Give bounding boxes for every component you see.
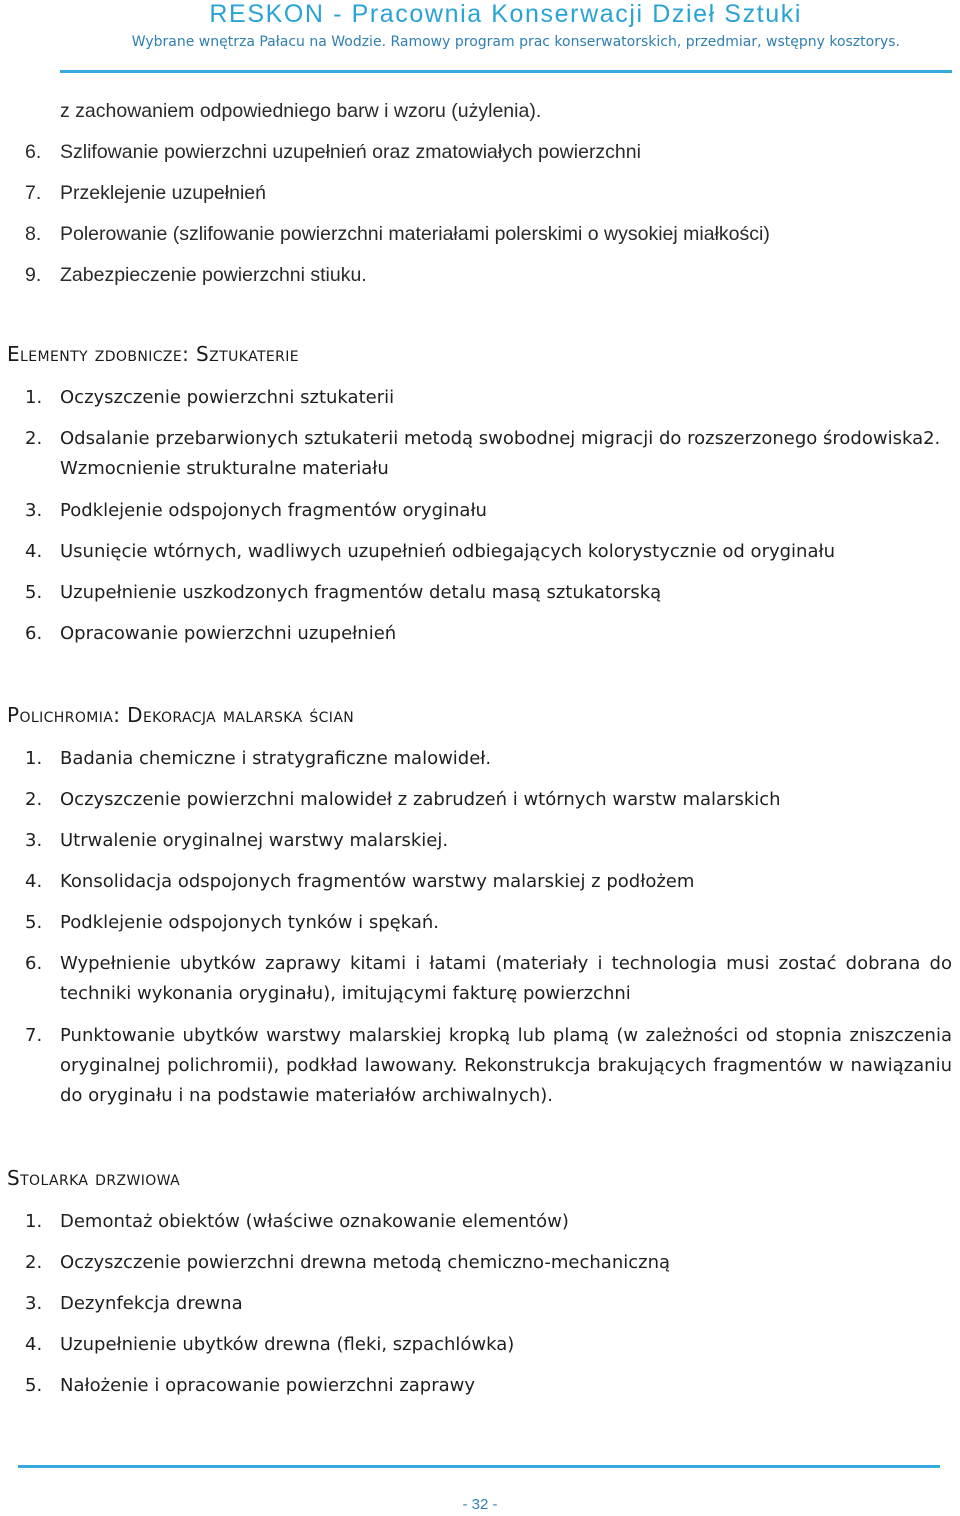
list-item — [0, 219, 960, 260]
list-item — [0, 383, 960, 424]
header-title: RESKON - Pracownia Konserwacji Dzieł Sztuki — [209, 0, 802, 28]
list-item-number: 5. — [25, 912, 43, 933]
list-item-text: Podklejenie odspojonych tynków i spękań. — [60, 912, 440, 933]
section-title-polichromia: Polichromia: Dekoracja malarska ścian — [7, 703, 355, 727]
list-item — [0, 867, 960, 908]
header-subtitle: Wybrane wnętrza Pałacu na Wodzie. Ramowy program prac konserwatorskich, przedmiar, wstępny kosztorys. — [131, 34, 900, 50]
list-item — [0, 424, 960, 496]
list-item — [0, 785, 960, 826]
list-item-text: Nałożenie i opracowanie powierzchni zaprawy — [60, 1375, 476, 1396]
list-item — [0, 96, 960, 137]
list-item-number: 6. — [25, 623, 43, 644]
list-item-number: 9. — [25, 264, 42, 286]
list-item — [0, 178, 960, 219]
list-item — [0, 908, 960, 949]
section-list-stolarka — [0, 1207, 960, 1412]
list-item — [0, 619, 960, 660]
list-item-number: 6. — [25, 953, 43, 974]
list-item-number: 4. — [25, 541, 43, 562]
list-item-text: Przeklejenie uzupełnień — [60, 182, 266, 204]
list-item-text: Odsalanie przebarwionych sztukaterii metodą swobodnej migracji do rozszerzonego środowiska2. Wzmocnienie strukturalne materiału — [60, 428, 941, 479]
list-item — [0, 1371, 960, 1412]
section-list-polichromia — [0, 744, 960, 1124]
header-divider — [60, 70, 952, 73]
list-item-text: Wypełnienie ubytków zaprawy kitami i łatami (materiały i technologia musi zostać dobrana do techniki wykonania oryginału), imitującymi fakturę powierzchni — [60, 953, 952, 1004]
list-item-text: Oczyszczenie powierzchni malowideł z zabrudzeń i wtórnych warstw malarskich — [60, 789, 781, 810]
list-item-number: 3. — [25, 830, 43, 851]
list-item — [0, 137, 960, 178]
list-item — [0, 496, 960, 537]
list-item-number: 7. — [25, 1025, 43, 1046]
list-item-text: Uzupełnienie ubytków drewna (fleki, szpachlówka) — [60, 1334, 515, 1355]
list-item — [0, 1289, 960, 1330]
list-item-number: 2. — [25, 1252, 43, 1273]
list-item-text: Uzupełnienie uszkodzonych fragmentów detalu masą sztukatorską — [60, 582, 662, 603]
list-item-number: 3. — [25, 1293, 43, 1314]
list-item — [0, 949, 960, 1021]
list-item-text: Szlifowanie powierzchni uzupełnień oraz zmatowiałych powierzchni — [60, 141, 641, 163]
list-item-number: 4. — [25, 871, 43, 892]
list-item-text: Utrwalenie oryginalnej warstwy malarskiej. — [60, 830, 449, 851]
page-header — [0, 0, 960, 80]
list-item-number: 6. — [25, 141, 42, 163]
section-title-sztukaterie: Elementy zdobnicze: Sztukaterie — [7, 342, 300, 366]
list-item-number: 3. — [25, 500, 43, 521]
continued-list — [0, 96, 960, 301]
list-item-text: Konsolidacja odspojonych fragmentów warstwy malarskiej z podłożem — [60, 871, 695, 892]
list-item — [0, 260, 960, 301]
list-item — [0, 578, 960, 619]
list-item — [0, 1207, 960, 1248]
list-item-number: 8. — [25, 223, 42, 245]
list-item — [0, 1330, 960, 1371]
list-item-text: Dezynfekcja drewna — [60, 1293, 243, 1314]
list-item — [0, 744, 960, 785]
list-item — [0, 826, 960, 867]
list-item-text: Opracowanie powierzchni uzupełnień — [60, 623, 397, 644]
list-item-text: Oczyszczenie powierzchni sztukaterii — [60, 387, 395, 408]
section-list-sztukaterie — [0, 383, 960, 660]
list-item-number: 5. — [25, 1375, 43, 1396]
list-item — [0, 1248, 960, 1289]
list-item-number: 2. — [25, 428, 43, 449]
list-item-text: Polerowanie (szlifowanie powierzchni materiałami polerskimi o wysokiej miałkości) — [60, 223, 770, 245]
list-item-text: Zabezpieczenie powierzchni stiuku. — [60, 264, 367, 286]
list-item-text: Demontaż obiektów (właściwe oznakowanie elementów) — [60, 1211, 569, 1232]
list-item-number: 1. — [25, 387, 43, 408]
section-title-stolarka: Stolarka drzwiowa — [7, 1166, 181, 1190]
list-item-number: 1. — [25, 1211, 43, 1232]
list-item — [0, 1021, 960, 1124]
list-item-number: 7. — [25, 182, 42, 204]
list-item-text: Oczyszczenie powierzchni drewna metodą chemiczno-mechaniczną — [60, 1252, 671, 1273]
list-item-number: 4. — [25, 1334, 43, 1355]
list-item-text: Podklejenie odspojonych fragmentów oryginału — [60, 500, 487, 521]
list-item-text: Badania chemiczne i stratygraficzne malowideł. — [60, 748, 492, 769]
list-item-text: Usunięcie wtórnych, wadliwych uzupełnień odbiegających kolorystycznie od oryginału — [60, 541, 836, 562]
list-item-text: Punktowanie ubytków warstwy malarskiej kropką lub plamą (w zależności od stopnia zniszczenia oryginalnej polichromii), podkład lawowany. Rekonstrukcja brakujących fragmentów w nawiązaniu do oryginału i na podstawie materiałów archiwalnych). — [60, 1025, 952, 1106]
list-item-number: 5. — [25, 582, 43, 603]
page-number: - 32 - — [462, 1496, 498, 1513]
footer-divider — [18, 1465, 940, 1468]
list-item — [0, 537, 960, 578]
list-item-number: 1. — [25, 748, 43, 769]
list-item-number: 2. — [25, 789, 43, 810]
list-item-text: z zachowaniem odpowiedniego barw i wzoru (użylenia). — [60, 100, 542, 122]
